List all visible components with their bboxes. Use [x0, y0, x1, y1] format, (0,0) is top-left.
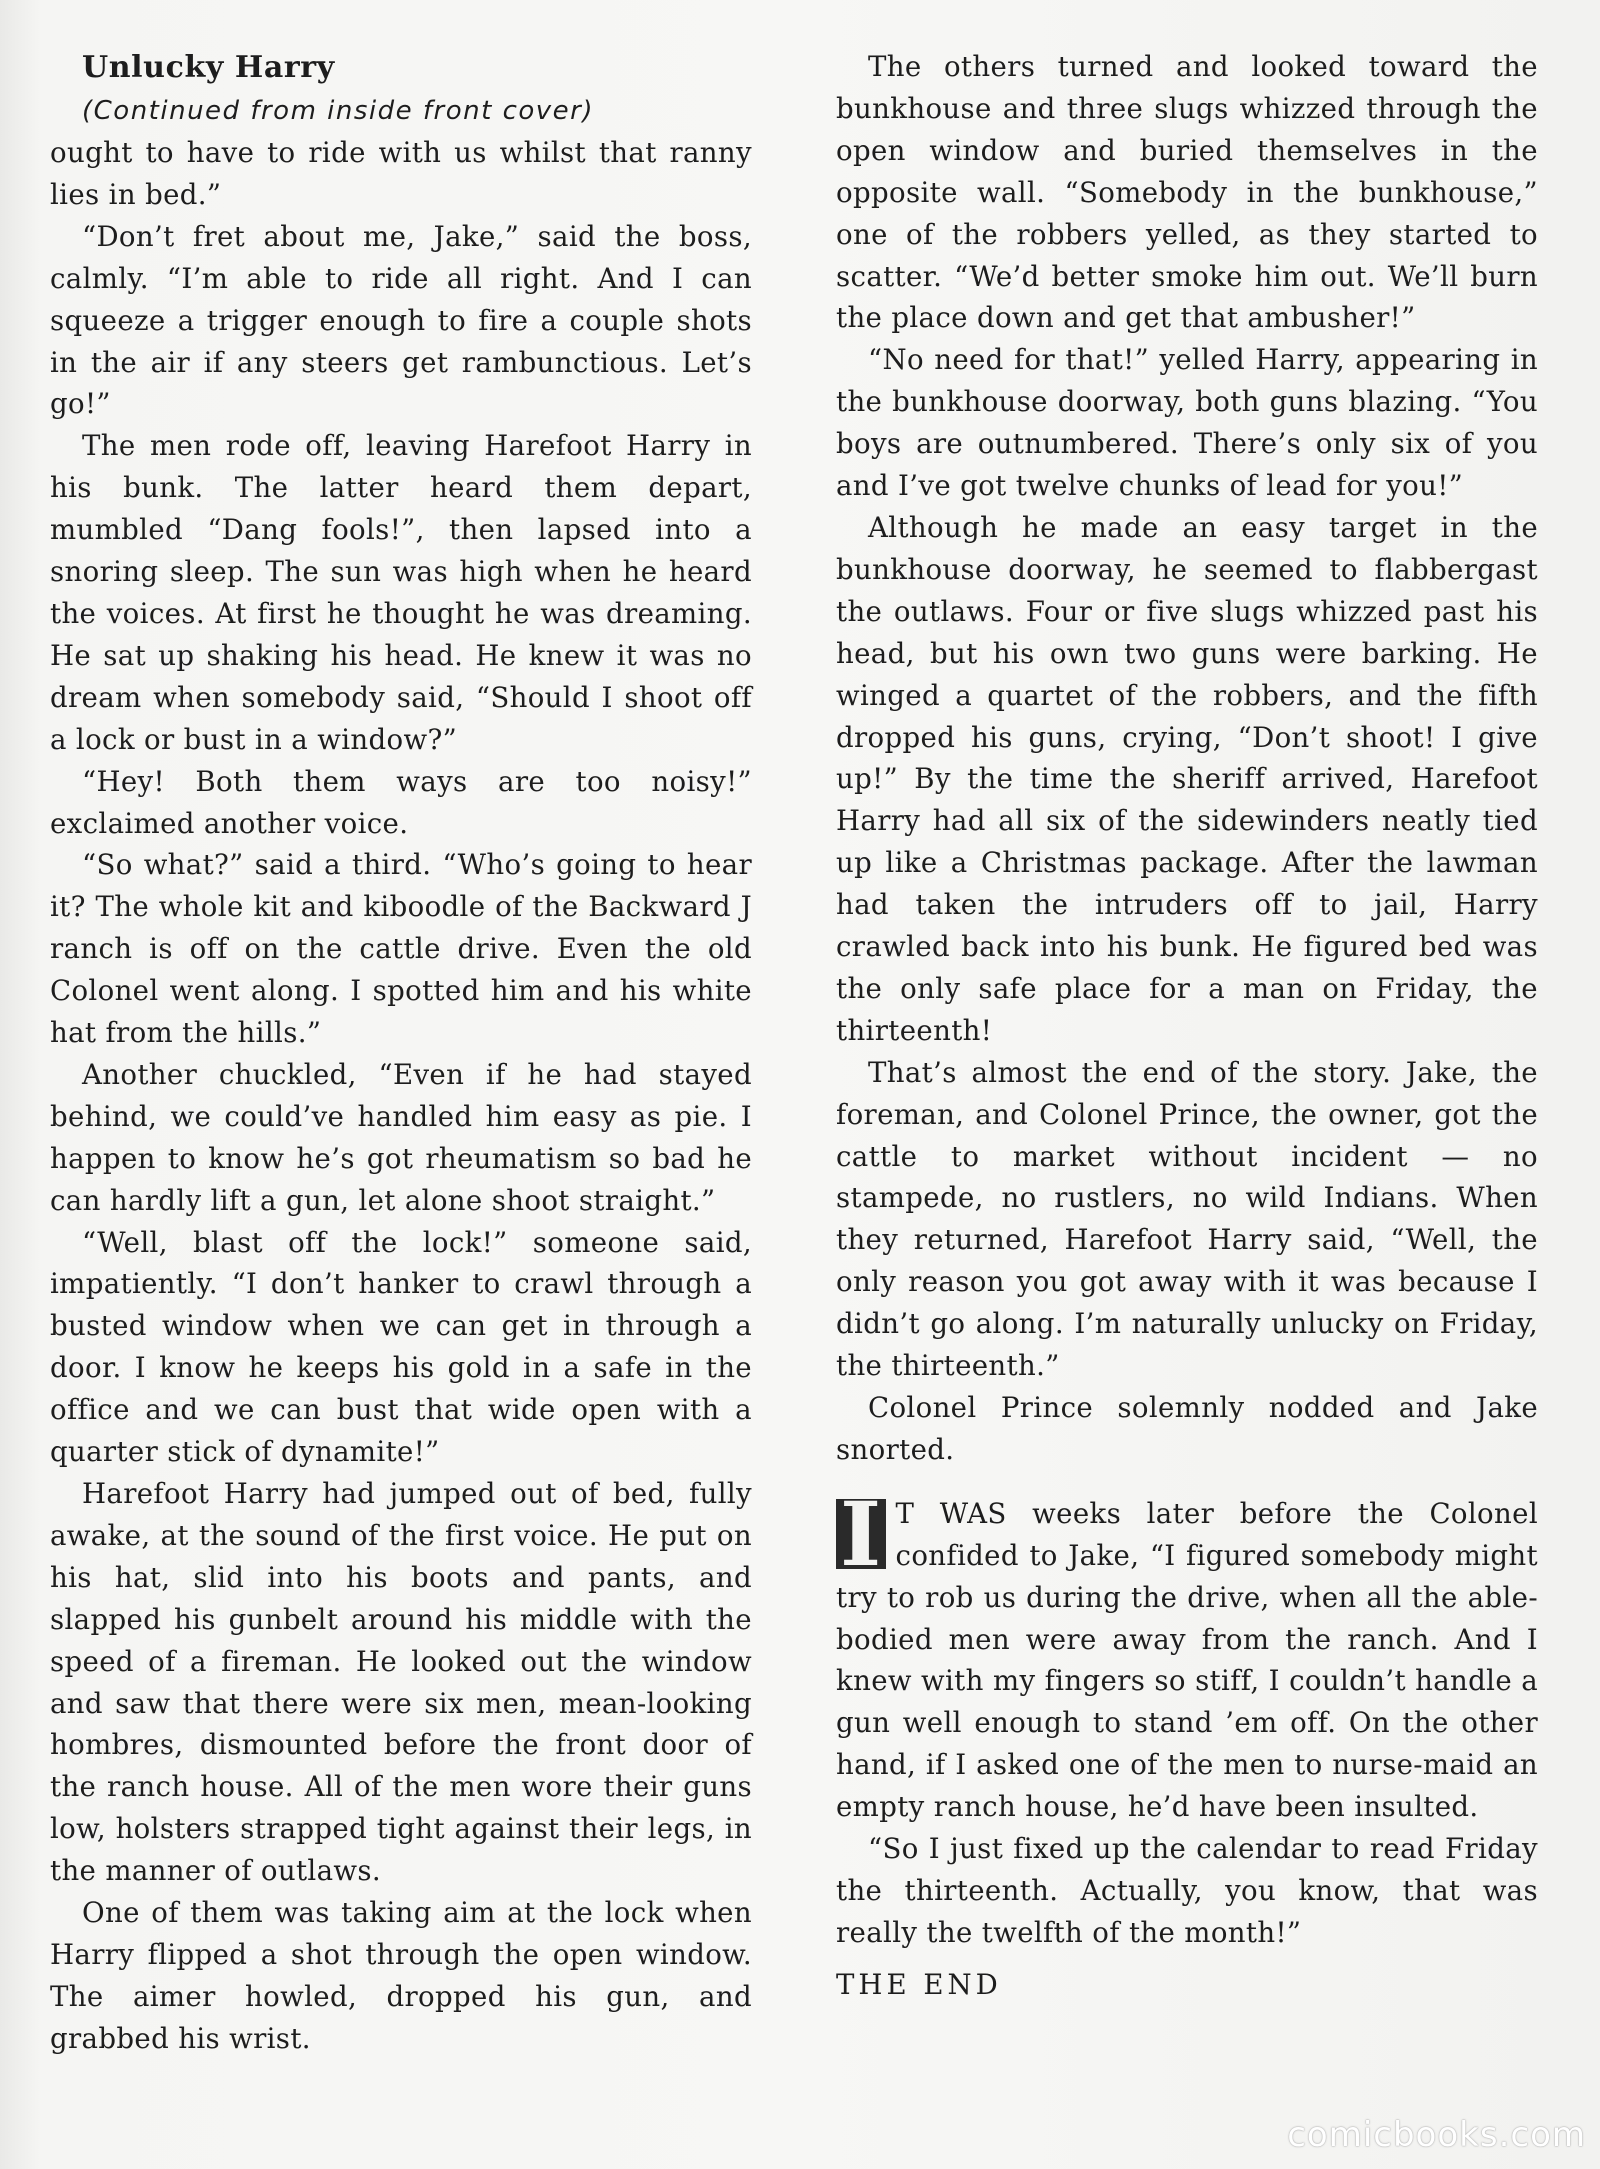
paragraph: “So I just fixed up the calendar to read Friday the thirteenth. Actually, you know, that was really the twelfth of the month!” — [836, 1832, 1538, 1949]
dropcap-paragraph-text: T WAS weeks later before the Colonel confided to Jake, “I figured somebody might try to rob us during the drive, when all the able-bodied men were away from the ranch. And I knew with my fingers so stiff, I couldn’t handle a gun well enough to stand ’em off. On the other hand, if I asked one of the men to nurse-maid an empty ranch house, he’d have been insulted. — [836, 1496, 1538, 1824]
paragraph: Although he made an easy target in the bunkhouse doorway, he seemed to flabbergast the outlaws. Four or five slugs whizzed past his head, but his own two guns were barking. He winged a quartet of the robbers, and the fifth dropped his guns, crying, “Don’t shoot! I give up!” By the time the sheriff arrived, Harefoot Harry had all six of the sidewinders neatly tied up like a Christmas package. After the lawman had taken the intruders off to jail, Harry crawled back into his bunk. He figured bed was the only safe place for a man on Friday, the thirteenth! — [836, 510, 1538, 1047]
right-column — [836, 46, 1538, 2006]
left-column — [50, 46, 752, 2060]
paragraph: That’s almost the end of the story. Jake, the foreman, and Colonel Prince, the owner, got the cattle to market without incident — no stampede, no rustlers, no wild Indians. When they returned, Harefoot Harry said, “Well, the only reason you got away with it was because I didn’t go along. I’m naturally unlucky on Friday, the thirteenth.” — [836, 1055, 1538, 1383]
watermark: comicbooks.com — [1287, 2115, 1586, 2155]
paragraph: One of them was taking aim at the lock when Harry flipped a shot through the open window. The aimer howled, dropped his gun, and grabbed his wrist. — [50, 1896, 752, 2055]
paragraph: The men rode off, leaving Harefoot Harry in his bunk. The latter heard them depart, mumbled “Dang fools!”, then lapsed into a snoring sleep. The sun was high when he heard the voices. At first he thought he was dreaming. He sat up shaking his head. He knew it was no dream when somebody said, “Should I shoot off a lock or bust in a window?” — [50, 429, 752, 756]
paragraph: Another chuckled, “Even if he had stayed behind, we could’ve handled him easy as pie. I happen to know he’s got rheumatism so bad he can hardly lift a gun, let alone shoot straight.” — [50, 1057, 752, 1217]
paragraph: “No need for that!” yelled Harry, appearing in the bunkhouse doorway, both guns blazing. “You boys are outnumbered. There’s only six of you and I’ve got twelve chunks of lead for you!” — [836, 343, 1538, 503]
paragraph: Colonel Prince solemnly nodded and Jake snorted. — [836, 1391, 1538, 1466]
dropcap-letter: I — [836, 1499, 886, 1569]
paragraph: “Don’t fret about me, Jake,” said the boss, calmly. “I’m able to ride all right. And I can squeeze a trigger enough to fire a couple shots in the air if any steers get rambunctious. Let’s go!” — [50, 219, 752, 421]
story-subtitle: (Continued from inside front cover) — [82, 96, 595, 126]
paragraph: “So what?” said a third. “Who’s going to hear it? The whole kit and kiboodle of the Backward J ranch is off on the cattle drive. Even the old Colonel went along. I spotted him and his white hat from the hills.” — [50, 848, 752, 1050]
story-title: Unlucky Harry — [82, 50, 335, 85]
paragraph: The others turned and looked toward the bunkhouse and three slugs whizzed through the open window and buried themselves in the opposite wall. “Somebody in the bunkhouse,” one of the robbers yelled, as they started to scatter. “We’d better smoke him out. We’ll burn the place down and get that ambusher!” — [836, 50, 1538, 335]
paragraph: “Hey! Both them ways are too noisy!” exclaimed another voice. — [50, 764, 752, 840]
dropcap-paragraph — [836, 1481, 1538, 1828]
end-marker: THE END — [836, 1967, 1002, 2001]
paragraph: ought to have to ride with us whilst that ranny lies in bed.” — [50, 136, 752, 211]
paragraph: Harefoot Harry had jumped out of bed, fully awake, at the sound of the first voice. He put on his hat, slid into his boots and pants, and slapped his gunbelt around his middle with the speed of a fireman. He looked out the window and saw that there were six men, mean-looking hombres, dismounted before the front door of the ranch house. All of the men wore their guns low, holsters strapped tight against their legs, in the manner of outlaws. — [50, 1477, 752, 1888]
paragraph: “Well, blast off the lock!” someone said, impatiently. “I don’t hanker to crawl through a busted window when we can get in through a door. I know he keeps his gold in a safe in the office and we can bust that wide open with a quarter stick of dynamite!” — [50, 1225, 752, 1469]
